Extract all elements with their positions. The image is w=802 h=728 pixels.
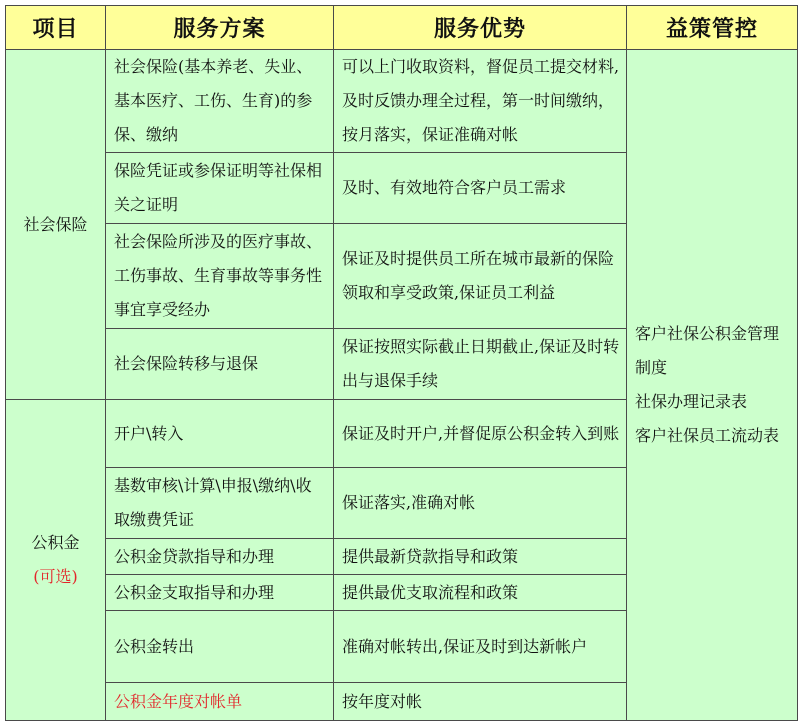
category-social-insurance: 社会保险 <box>6 50 106 400</box>
control-item: 社保办理记录表 <box>635 392 748 411</box>
service-cell: 基数审核\计算\申报\缴纳\收取缴费凭证 <box>106 468 334 539</box>
header-control: 益策管控 <box>627 6 798 50</box>
control-cell <box>627 50 798 721</box>
advantage-cell: 提供最优支取流程和政策 <box>334 575 627 611</box>
service-table <box>5 5 798 721</box>
service-cell: 公积金贷款指导和办理 <box>106 539 334 575</box>
advantage-cell: 保证及时提供员工所在城市最新的保险领取和享受政策,保证员工利益 <box>334 224 627 329</box>
service-cell: 开户\转入 <box>106 400 334 468</box>
header-row <box>6 6 798 50</box>
category-label: 公积金 <box>31 533 80 552</box>
service-cell: 社会保险(基本养老、失业、基本医疗、工伤、生育)的参保、缴纳 <box>106 50 334 153</box>
advantage-cell: 可以上门收取资料，督促员工提交材料,及时反馈办理全过程，第一时间缴纳，按月落实，保证准确对帐 <box>334 50 627 153</box>
header-service-plan: 服务方案 <box>106 6 334 50</box>
control-item: 客户社保员工流动表 <box>635 426 780 445</box>
advantage-cell: 保证按照实际截止日期截止,保证及时转出与退保手续 <box>334 329 627 400</box>
optional-note: (可选) <box>33 567 78 586</box>
category-housing-fund <box>6 400 106 721</box>
advantage-cell: 及时、有效地符合客户员工需求 <box>334 153 627 224</box>
service-cell: 社会保险所涉及的医疗事故、工伤事故、生育事故等事务性事宜享受经办 <box>106 224 334 329</box>
header-service-advantage: 服务优势 <box>334 6 627 50</box>
service-cell: 社会保险转移与退保 <box>106 329 334 400</box>
advantage-cell: 保证及时开户,并督促原公积金转入到账 <box>334 400 627 468</box>
service-cell: 公积金转出 <box>106 611 334 683</box>
service-cell-highlighted: 公积金年度对帐单 <box>106 683 334 721</box>
advantage-cell: 按年度对帐 <box>334 683 627 721</box>
service-cell: 公积金支取指导和办理 <box>106 575 334 611</box>
advantage-cell: 提供最新贷款指导和政策 <box>334 539 627 575</box>
advantage-cell: 保证落实,准确对帐 <box>334 468 627 539</box>
table-row <box>6 50 798 153</box>
advantage-cell: 准确对帐转出,保证及时到达新帐户 <box>334 611 627 683</box>
service-cell: 保险凭证或参保证明等社保相关之证明 <box>106 153 334 224</box>
control-item: 客户社保公积金管理制度 <box>635 324 780 377</box>
header-project: 项目 <box>6 6 106 50</box>
